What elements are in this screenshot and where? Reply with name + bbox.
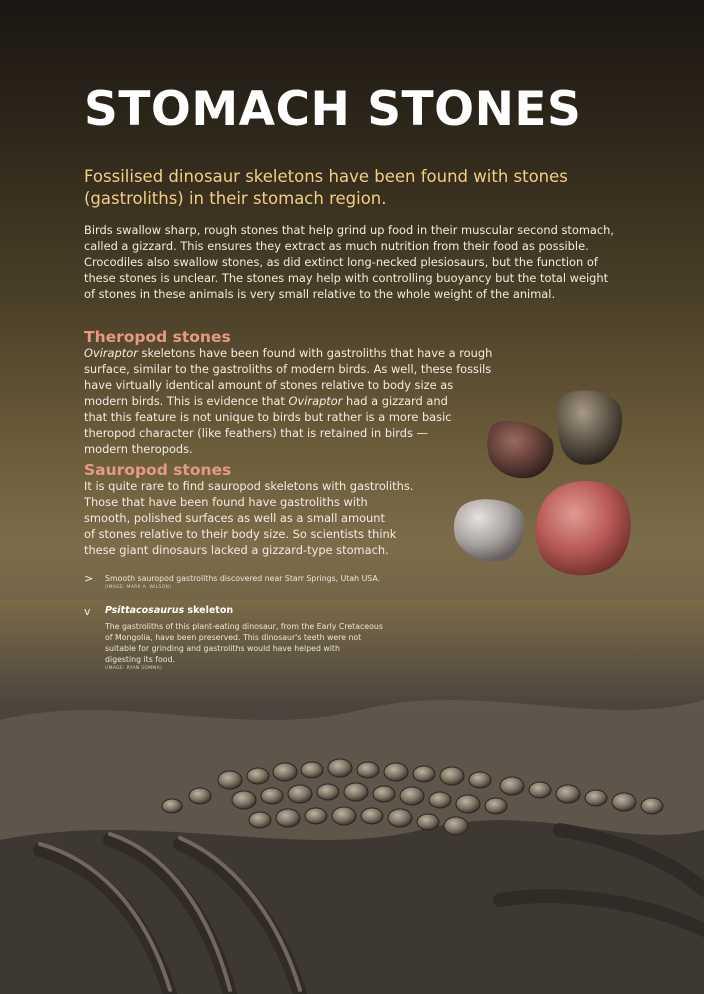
theropod-line: surface, similar to the gastroliths of modern birds. As well, these fossils	[84, 362, 492, 376]
sauropod-paragraph	[84, 478, 444, 558]
page-title: STOMACH STONES	[84, 82, 582, 137]
theropod-line: modern theropods.	[84, 442, 193, 456]
sauropod-line: smooth, polished surfaces as well as a small amount	[84, 511, 385, 525]
stones-image-credit: (IMAGE: MARK A. WILSON)	[105, 585, 172, 590]
theropod-line: theropod character (like feathers) that is retained in birds —	[84, 426, 428, 440]
skeleton-caption	[84, 605, 444, 675]
sauropod-line: these giant dinosaurs lacked a gizzard-type stomach.	[84, 543, 389, 557]
theropod-line: that this feature is not unique to birds but rather is a more basic	[84, 410, 452, 424]
sauropod-heading: Sauropod stones	[84, 461, 232, 479]
chevron-down-icon: v	[84, 605, 91, 618]
skeleton-caption-text: The gastroliths of this plant-eating dinosaur, from the Early Cretaceous of Mongolia, have been preserved. This dinosaur's teeth were not suitable for grinding and gastroliths would have helped with digesting its food.	[105, 622, 383, 664]
theropod-paragraph	[84, 345, 524, 457]
intro-body-paragraph: Birds swallow sharp, rough stones that help grind up food in their muscular second stomach, called a gizzard. This ensures they extract as much nutrition from their food as possible. Crocodiles also swallow stones, as did extinct long-necked plesiosaurs, but the function of these stones is unclear. The stones may help with controlling buoyancy but the total weight of stones in these animals is very small relative to the whole weight of the animal.	[84, 223, 614, 301]
intro-subheading: Fossilised dinosaur skeletons have been found with stones (gastroliths) in their stomach region.	[84, 167, 568, 208]
theropod-line: Oviraptor skeletons have been found with gastroliths that have a rough	[84, 346, 493, 360]
stones-caption-text: Smooth sauropod gastroliths discovered near Starr Springs, Utah USA.	[105, 574, 381, 583]
sauropod-line: of stones relative to their body size. So scientists think	[84, 527, 397, 541]
sauropod-line: Those that have been found have gastroliths with	[84, 495, 368, 509]
theropod-line: modern birds. This is evidence that Oviraptor had a gizzard and	[84, 394, 448, 408]
theropod-heading: Theropod stones	[84, 328, 231, 346]
skeleton-caption-title: Psittacosaurus skeleton	[105, 605, 234, 616]
chevron-right-icon: >	[84, 572, 94, 585]
skeleton-image-credit: (IMAGE: RYAN SOMMA)	[105, 666, 163, 671]
stones-caption	[84, 572, 444, 594]
sauropod-line: It is quite rare to find sauropod skeletons with gastroliths.	[84, 479, 414, 493]
theropod-line: have virtually identical amount of stones relative to body size as	[84, 378, 454, 392]
